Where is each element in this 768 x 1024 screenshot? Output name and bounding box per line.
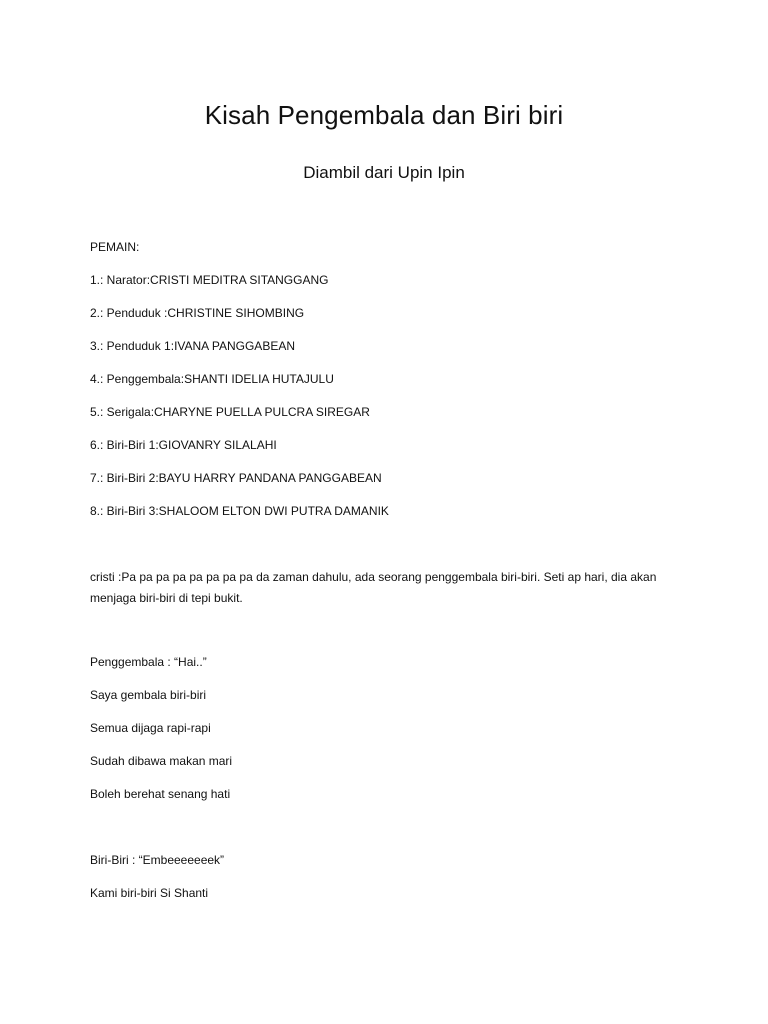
cast-item: 8.: Biri-Biri 3:SHALOOM ELTON DWI PUTRA DAMANIK <box>90 504 389 518</box>
dialogue-line: Biri-Biri : “Embeeeeeeek” <box>90 853 225 867</box>
cast-item: 6.: Biri-Biri 1:GIOVANRY SILALAHI <box>90 438 277 452</box>
dialogue-line: Semua dijaga rapi-rapi <box>90 721 211 735</box>
cast-item: 7.: Biri-Biri 2:BAYU HARRY PANDANA PANGGABEAN <box>90 471 382 485</box>
dialogue-line: Penggembala : “Hai..” <box>90 655 207 669</box>
cast-item: 3.: Penduduk 1:IVANA PANGGABEAN <box>90 339 295 353</box>
cast-item: 5.: Serigala:CHARYNE PUELLA PULCRA SIREGAR <box>90 405 370 419</box>
narration-paragraph: cristi :Pa pa pa pa pa pa pa pa da zaman dahulu, ada seorang penggembala biri-biri. Seti ap hari, dia akan menjaga biri-biri di tepi bukit. <box>90 570 657 605</box>
document-subtitle: Diambil dari Upin Ipin <box>303 163 465 182</box>
cast-item: 1.: Narator:CRISTI MEDITRA SITANGGANG <box>90 273 329 287</box>
cast-item: 4.: Penggembala:SHANTI IDELIA HUTAJULU <box>90 372 334 386</box>
document-title: Kisah Pengembala dan Biri biri <box>204 100 564 130</box>
cast-item: 2.: Penduduk :CHRISTINE SIHOMBING <box>90 306 305 320</box>
cast-heading: PEMAIN: <box>90 240 140 254</box>
dialogue-line: Boleh berehat senang hati <box>90 787 231 801</box>
dialogue-line: Sudah dibawa makan mari <box>90 754 233 768</box>
dialogue-line: Kami biri-biri Si Shanti <box>90 886 209 900</box>
dialogue-line: Saya gembala biri-biri <box>90 688 207 702</box>
